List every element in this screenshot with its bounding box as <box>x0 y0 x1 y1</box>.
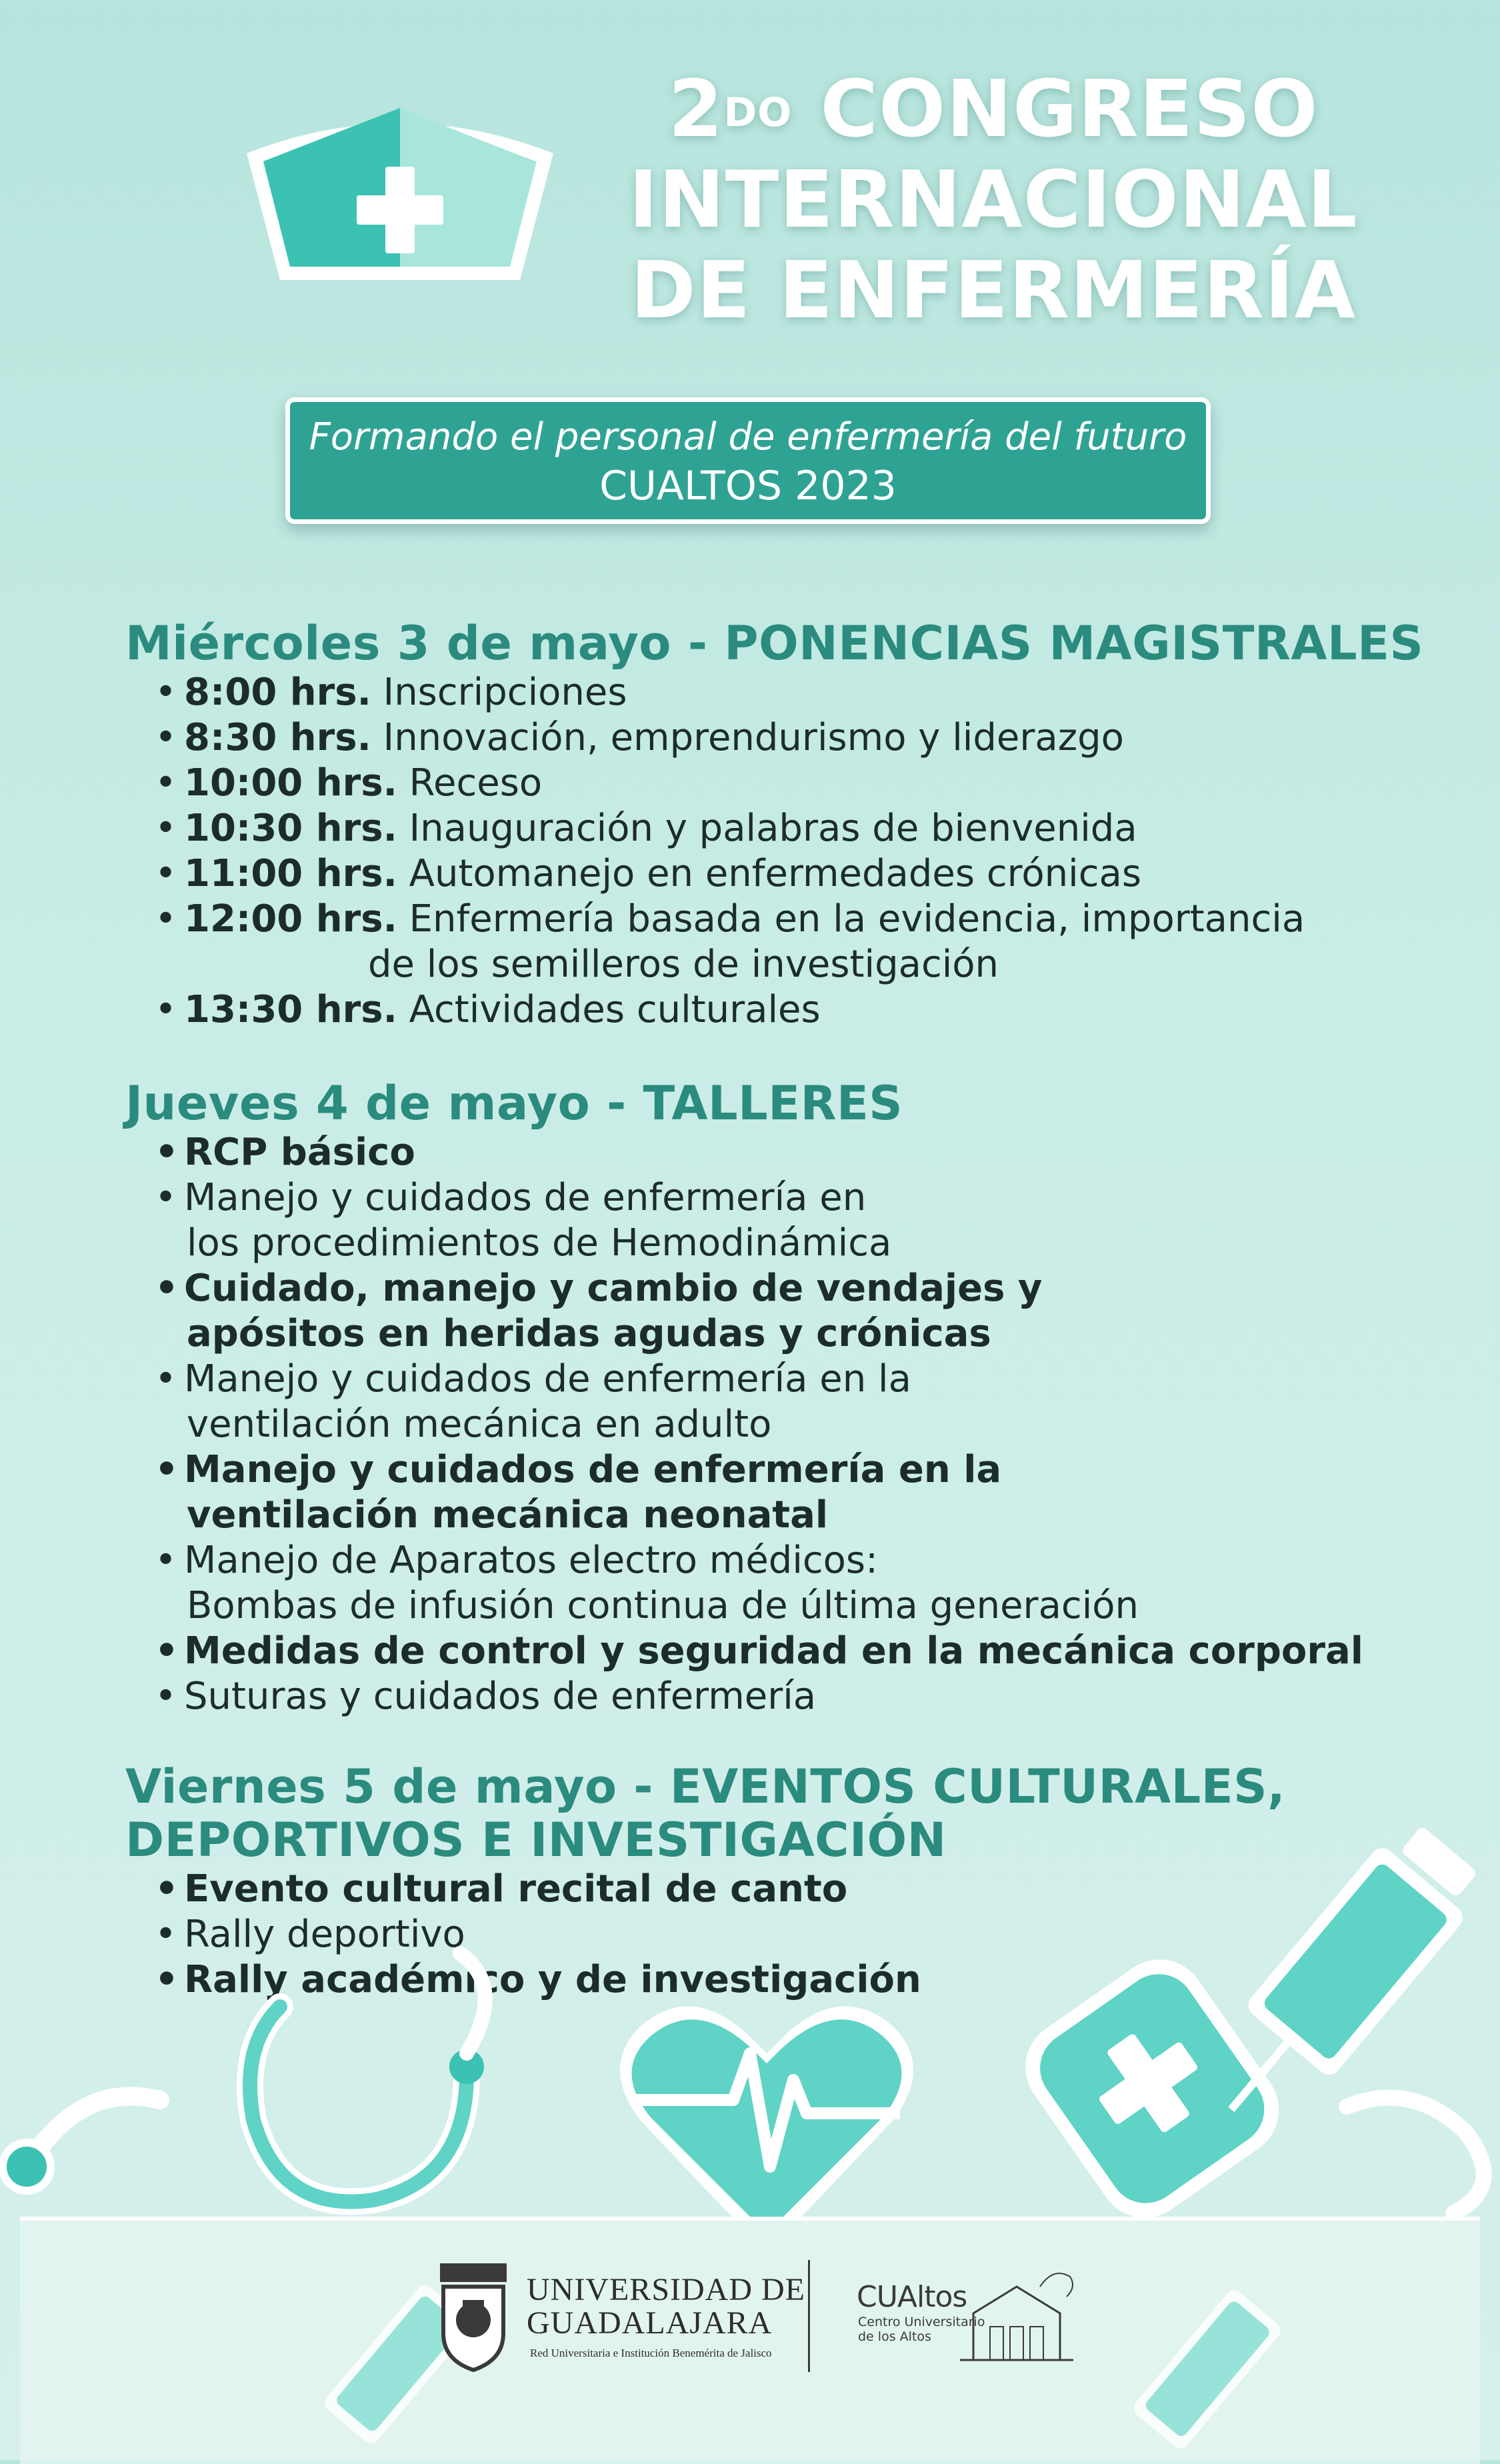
stethoscope-icon <box>3 1953 485 2202</box>
wednesday-section <box>125 617 1423 1033</box>
list-item-continuation: ventilación mecánica neonatal <box>187 1493 829 1537</box>
list-item: • RCP básico <box>125 1130 1363 1175</box>
list-item-continuation: apósitos en heridas agudas y crónicas <box>187 1312 991 1355</box>
list-item: • 8:30 hrs. Innovación, emprendurismo y liderazgo <box>125 715 1423 761</box>
list-item-continuation: Bombas de infusión continua de última generación <box>187 1584 1139 1627</box>
udg-line-1: UNIVERSIDAD DE <box>527 2272 805 2307</box>
udg-crest-icon <box>433 2260 513 2373</box>
list-item-continuation: ventilación mecánica en adulto <box>187 1403 772 1446</box>
cualtos-building-icon <box>953 2260 1080 2367</box>
title-line-1: $2^{DO}$ CONGRESO <box>668 63 1319 155</box>
nurse-cap-icon <box>220 100 580 300</box>
tagline-text: Formando el personal de enfermería del futuro <box>309 415 1187 459</box>
heart-pulse-icon <box>620 2006 913 2220</box>
thursday-section <box>125 1077 1363 1719</box>
udg-logo-text <box>527 2273 805 2340</box>
list-item: • 11:00 hrs. Automanejo en enfermedades crónicas <box>125 851 1423 897</box>
list-item: • Medidas de control y seguridad en la mecánica corporal <box>125 1629 1363 1674</box>
udg-subtitle: Red Universitaria e Institución Benemérita de Jalisco <box>530 2347 772 2359</box>
cualtos-logo-text: CUAltos <box>857 2280 967 2314</box>
list-item: • 13:30 hrs. Actividades culturales <box>125 987 1423 1033</box>
list-item: • Suturas y cuidados de enfermería <box>125 1674 1363 1719</box>
friday-title-line-2: DEPORTIVOS E INVESTIGACIÓN <box>125 1813 947 1867</box>
list-item: • 10:00 hrs. Receso <box>125 761 1423 806</box>
cualtos-sub-line-2: de los Altos <box>858 2329 931 2344</box>
page-title <box>627 63 1360 335</box>
wednesday-title: Miércoles 3 de mayo - PONENCIAS MAGISTRALES <box>125 616 1424 671</box>
title-line-2: INTERNACIONAL <box>629 153 1358 245</box>
thursday-title: Jueves 4 de mayo - TALLERES <box>125 1076 903 1131</box>
list-item: • 12:00 hrs. Enfermería basada en la evidencia, importancia <box>125 897 1423 942</box>
list-item: • Cuidado, manejo y cambio de vendajes y <box>125 1266 1363 1311</box>
wednesday-list <box>125 670 1423 1033</box>
list-item: • 8:00 hrs. Inscripciones <box>125 670 1423 715</box>
thursday-list <box>125 1130 1363 1719</box>
syringe-icon <box>1120 2254 1320 2454</box>
friday-title-line-1: Viernes 5 de mayo - EVENTOS CULTURALES, <box>125 1759 1286 1814</box>
list-item-continuation: de los semilleros de investigación <box>368 943 999 986</box>
udg-line-2: GUADALAJARA <box>527 2305 773 2341</box>
footer-divider <box>808 2260 810 2372</box>
tagline-event: CUALTOS 2023 <box>599 463 897 509</box>
list-item: • Manejo y cuidados de enfermería en la <box>125 1357 1363 1402</box>
tagline-banner <box>285 397 1211 524</box>
list-item: • Evento cultural recital de canto <box>125 1867 1285 1912</box>
list-item: • Manejo y cuidados de enfermería en <box>125 1175 1363 1221</box>
cualtos-sub-line-1: Centro Universitario <box>858 2315 985 2329</box>
list-item: • 10:30 hrs. Inauguración y palabras de bienvenida <box>125 806 1423 851</box>
title-line-3: DE ENFERMERÍA <box>630 244 1357 336</box>
list-item: • Manejo y cuidados de enfermería en la <box>125 1447 1363 1493</box>
medical-illustrations <box>0 1787 1500 2220</box>
list-item: • Rally académico y de investigación <box>125 1957 1285 2003</box>
list-item: • Manejo de Aparatos electro médicos: <box>125 1538 1363 1583</box>
list-item-continuation: los procedimientos de Hemodinámica <box>187 1221 892 1265</box>
list-item: • Rally deportivo <box>125 1912 1285 1957</box>
